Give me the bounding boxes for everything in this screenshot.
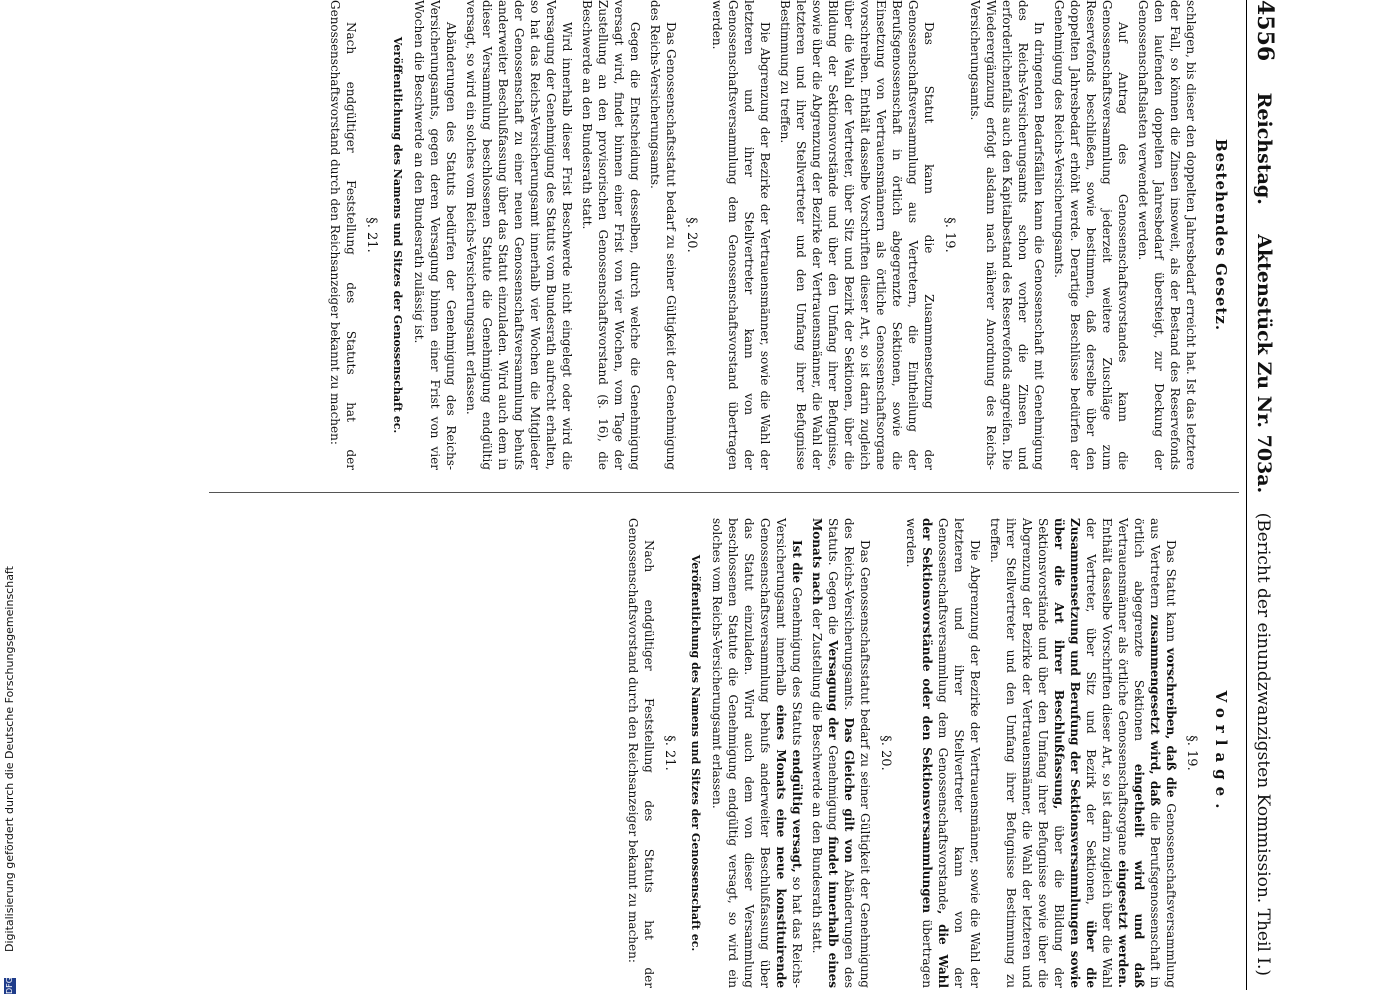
header-bericht: (Bericht der einundzwanzigsten Kommission. Theil I.) (1253, 512, 1273, 976)
column-title-existing: Bestehendes Gesetz. (1212, 138, 1230, 332)
column-existing-law (323, 0, 1239, 470)
paragraph: Gegen die Entscheidung desselben, durch welche die Genehmigung versagt wird, findet binnen einer Frist von vier Wochen, vom Tage der Zustellung an den provisorischen Genossenschaftsvorstand (§. 16), die Beschwerde an den Bundesrath statt. (580, 0, 642, 470)
section-heading-20: §. 20. (878, 735, 893, 771)
section-heading-20: §. 20. (684, 217, 699, 253)
subheading: Veröffentlichung des Namens und Sitzes der Genossenschaft ec. (391, 36, 404, 434)
column-divider (209, 492, 1239, 493)
paragraph: Abänderungen des Statuts bedürfen der Genehmigung des Reichs-Versicherungsamts, gegen deren Versagung binnen einer Frist von vier Wochen die Beschwerde an den Bundesrath zulässig ist. (412, 0, 458, 470)
paragraph: Die Abgrenzung der Bezirke der Vertrauensmänner, sowie die Wahl der letzteren und ihrer Stellvertreter kann von der Genossenschaftsversammlung dem Genossenschaftsvorstande, die Wahl der Sektionsvorstände oder den Sektionsversammlungen übertragen werden. (904, 518, 982, 988)
paragraph: Nach endgültiger Feststellung des Statuts hat der Genossenschaftsvorstand durch den Reichsanzeiger bekannt zu machen: (328, 0, 358, 470)
column-title-proposal: Vorlage. (1212, 690, 1230, 816)
paragraph: Nach endgültiger Feststellung des Statuts hat der Genossenschaftsvorstand durch den Reichsanzeiger bekannt zu machen: (626, 518, 656, 988)
page-header (1246, 0, 1279, 990)
paragraph: Das Statut kann vorschreiben, daß die Genossenschaftsversammlung aus Vertretern zusammengesetzt wird, daß die Berufsgenossenschaft in örtlich abgegrenzte Sektionen eingetheilt wird und daß Vertrauensmänner als örtliche Genossenschaftsorgane eingesetzt werden. Enthält dasselbe Vorschriften dieser Art, so ist darin zugleich über die Wahl der Vertreter, über Sitz und Bezirk der Sektionen, über die Zusammensetzung und Berufung der Sektionsversammlungen sowie über die Art ihrer Beschlußfassung, über die Bildung der Sektionsvorstände und über den Umfang ihrer Befugnisse sowie über die Abgrenzung der Bezirke der Vertrauensmänner, die Wahl der letzteren und ihrer Stellvertreter und den Umfang ihrer Befugnisse Bestimmung zu treffen. (988, 518, 1178, 989)
column-proposal (621, 518, 1239, 988)
page-number: 4556 (1252, 0, 1278, 62)
dfg-logo: DFG (5, 977, 14, 994)
paragraph: Ist die Genehmigung des Statuts endgültig versagt, so hat das Reichs-Versicherungsamt innerhalb eines Monats eine neue konstituirende Genossenschaftsversammlung behufs anderweiter Beschlußfassung über das Statut einzuladen. Wird auch dem von dieser Versammlung beschlossenen Statute die Genehmigung endgültig versagt, so wird ein solches vom Reichs-Versicherungsamt erlassen. (710, 518, 804, 988)
paragraph: Das Genossenschaftsstatut bedarf zu seiner Gültigkeit der Genehmigung des Reichs-Versicherungsamts. Das Gleiche gilt von Abänderungen des Statuts. Gegen die Versagung der Genehmigung findet innerhalb eines Monats nach der Zustellung die Beschwerde an den Bundesrath statt. (810, 518, 872, 988)
section-heading-21: §. 21. (364, 217, 379, 253)
header-reichstag: Reichstag. (1253, 92, 1275, 205)
header-aktenstueck: Aktenstück Zu Nr. 703a. (1253, 234, 1275, 494)
section-heading-19: §. 19. (942, 217, 957, 253)
subheading: Veröffentlichung des Namens und Sitzes der Genossenschaft ec. (689, 554, 702, 952)
section-heading-21: §. 21. (662, 735, 677, 771)
paragraph: schlagen, bis dieser den doppelten Jahresbedarf erreicht hat. Ist das letztere der Fall, so können die Zinsen insoweit, als der Bestand des Reservefonds den laufenden doppelten Jahresbedarf übersteigt, zur Deckung der Genossenschaftslasten verwendet werden. (1136, 0, 1198, 470)
paragraph: Auf Antrag des Genossenschaftsvorstandes kann die Genossenschaftsversammlung jederzeit weitere Zuschläge zum Reservefonds beschließen, sowie bestimmen, daß derselbe über den doppelten Jahresbedarf erhöht werde. Derartige Beschlüsse bedürfen der Genehmigung des Reichs-Versicherungsamts. (1052, 0, 1130, 470)
paragraph: Wird innerhalb dieser Frist Beschwerde nicht eingelegt oder wird die Versagung der Genehmigung des Statuts vom Bundesrath aufrecht erhalten, so hat das Reichs-Versicherungsamt innerhalb vier Wochen die Mitglieder der Genossenschaft zu einer neuen Genossenschaftsversammlung behufs anderweiter Beschlußfassung über das Statut einzuladen. Wird auch dem in dieser Versammlung beschlossenen Statute die Genehmigung endgültig versagt, so wird ein solches vom Reichs-Versicherungsamt erlassen. (464, 0, 574, 470)
paragraph: Das Genossenschaftsstatut bedarf zu seiner Gültigkeit der Genehmigung des Reichs-Versicherungsamts. (648, 0, 678, 470)
paragraph: In dringenden Bedarfsfällen kann die Genossenschaft mit Genehmigung des Reichs-Versicherungsamts schon vorher die Zinsen und erforderlichenfalls auch den Kapitalbestand des Reservefonds angreifen. Die Wiederergänzung erfolgt alsdann nach näherer Anordnung des Reichs-Versicherungsamts. (968, 0, 1046, 470)
footer-text: Digitalisierung gefördert durch die Deutsche Forschungsgemeinschaft (3, 566, 16, 952)
paragraph: Das Statut kann die Zusammensetzung der Genossenschaftsversammlung aus Vertretern, die Eintheilung der Berufsgenossenschaft in örtlich abgegrenzte Sektionen, sowie die Einsetzung von Vertrauensmännern als örtliche Genossenschaftsorgane vorschreiben. Enthält dasselbe Vorschriften dieser Art, so ist darin zugleich über die Wahl der Vertreter, über Sitz und Bezirk der Sektionen, über die Bildung der Sektionsvorstände und über den Umfang ihrer Befugnisse, sowie über die Abgrenzung der Bezirke der Vertrauensmänner, die Wahl der letzteren und ihrer Stellvertreter und den Umfang ihrer Befugnisse Bestimmung zu treffen. (778, 0, 936, 470)
section-heading-19: §. 19. (1184, 735, 1199, 771)
paragraph: Die Abgrenzung der Bezirke der Vertrauensmänner, sowie die Wahl der letzteren und ihrer Stellvertreter kann von der Genossenschaftsversammlung dem Genossenschaftsvorstand übertragen werden. (710, 0, 772, 470)
